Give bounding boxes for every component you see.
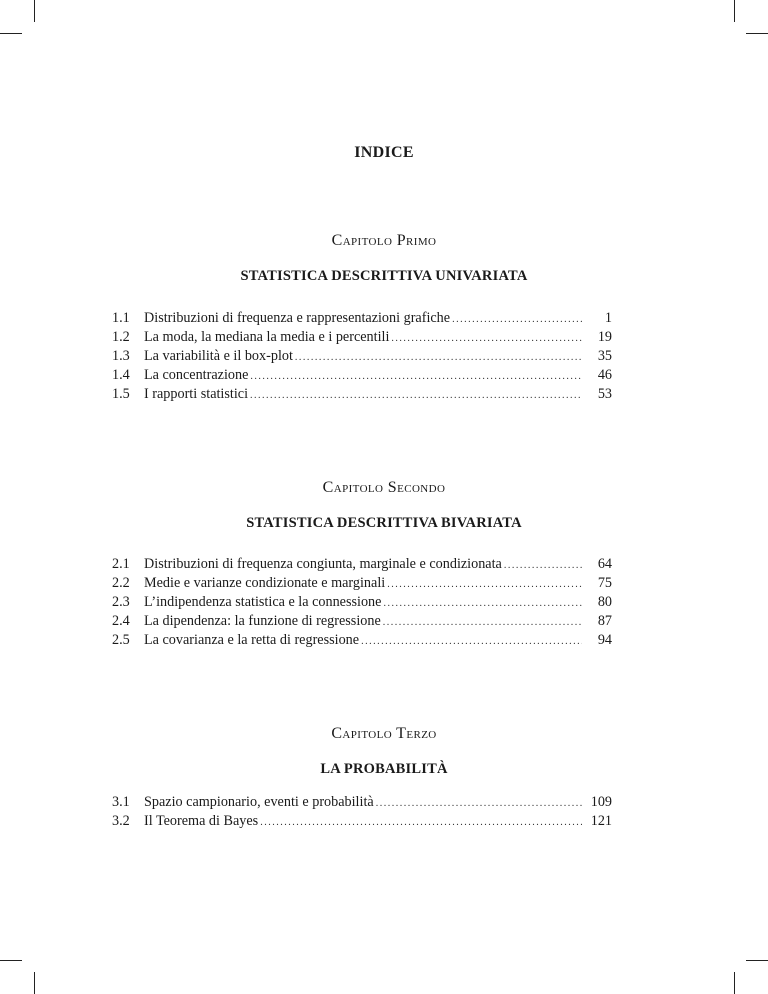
toc-entry-title: I rapporti statistici <box>144 386 249 402</box>
dot-leader <box>250 367 582 386</box>
toc-entry-page: 35 <box>597 348 612 364</box>
toc-entry-title: Distribuzioni di frequenza congiunta, marginale e condizionata <box>144 556 502 572</box>
dot-leader <box>376 794 582 813</box>
crop-mark-top-left-h <box>0 33 22 34</box>
toc-entry[interactable] <box>112 309 612 328</box>
chapter-label: Capitolo Secondo <box>322 479 446 496</box>
toc-entry-number: 2.3 <box>112 594 130 610</box>
toc-entry-page: 75 <box>597 575 612 591</box>
crop-mark-bottom-right-v <box>734 972 735 994</box>
dot-leader <box>250 386 582 405</box>
toc-entry-page: 19 <box>597 329 612 345</box>
toc-entry-number: 1.5 <box>112 386 130 402</box>
dot-leader <box>383 613 582 632</box>
toc-entry[interactable] <box>112 347 612 366</box>
toc-entry[interactable] <box>112 574 612 593</box>
toc-entry-page: 87 <box>597 613 612 629</box>
toc-entry-title: Distribuzioni di frequenza e rappresentazioni grafiche <box>144 310 451 326</box>
toc-entry[interactable] <box>112 593 612 612</box>
toc-entry-number: 1.4 <box>112 367 130 383</box>
toc-list-chapter-1 <box>112 309 612 404</box>
toc-entry-title: Spazio campionario, eventi e probabilità <box>144 794 374 810</box>
crop-mark-bottom-left-h <box>0 960 22 961</box>
toc-entry-title: La moda, la mediana la media e i percentili <box>144 329 390 345</box>
dot-leader <box>391 329 582 348</box>
toc-entry-title: Il Teorema di Bayes <box>144 813 259 829</box>
toc-entry-number: 1.1 <box>112 310 130 326</box>
toc-entry-page: 109 <box>590 794 612 810</box>
toc-entry-page: 64 <box>597 556 612 572</box>
toc-entry[interactable] <box>112 631 612 650</box>
toc-entry-number: 3.1 <box>112 794 130 810</box>
chapter-title: STATISTICA DESCRITTIVA BIVARIATA <box>246 515 522 531</box>
toc-entry-page: 94 <box>597 632 612 648</box>
crop-mark-top-left-v <box>34 0 35 22</box>
toc-entry[interactable] <box>112 385 612 404</box>
toc-entry-number: 2.1 <box>112 556 130 572</box>
toc-entry-page: 46 <box>597 367 612 383</box>
chapter-label: Capitolo Terzo <box>331 725 437 742</box>
toc-entry-page: 53 <box>597 386 612 402</box>
chapter-heading-1 <box>0 232 768 285</box>
toc-entry-number: 1.3 <box>112 348 130 364</box>
toc-entry[interactable] <box>112 328 612 347</box>
dot-leader <box>361 632 582 651</box>
dot-leader <box>452 310 582 329</box>
chapter-heading-2 <box>0 479 768 532</box>
toc-entry-page: 121 <box>590 813 612 829</box>
dot-leader <box>260 813 582 832</box>
chapter-label: Capitolo Primo <box>331 232 437 249</box>
chapter-heading-3 <box>0 725 768 778</box>
page-title: INDICE <box>354 144 414 161</box>
crop-mark-top-right-h <box>746 33 768 34</box>
dot-leader <box>387 575 582 594</box>
toc-entry-number: 2.4 <box>112 613 130 629</box>
toc-entry[interactable] <box>112 793 612 812</box>
toc-entry-title: L’indipendenza statistica e la connessione <box>144 594 382 610</box>
crop-mark-bottom-right-h <box>746 960 768 961</box>
chapter-title: STATISTICA DESCRITTIVA UNIVARIATA <box>240 268 528 284</box>
dot-leader <box>504 556 582 575</box>
toc-entry[interactable] <box>112 366 612 385</box>
crop-mark-bottom-left-v <box>34 972 35 994</box>
toc-entry-page: 1 <box>604 310 612 326</box>
toc-entry[interactable] <box>112 612 612 631</box>
dot-leader <box>383 594 582 613</box>
toc-entry-number: 1.2 <box>112 329 130 345</box>
toc-entry-page: 80 <box>597 594 612 610</box>
toc-entry-number: 3.2 <box>112 813 130 829</box>
toc-entry-number: 2.2 <box>112 575 130 591</box>
toc-list-chapter-3 <box>112 793 612 831</box>
toc-entry[interactable] <box>112 812 612 831</box>
crop-mark-top-right-v <box>734 0 735 22</box>
toc-entry-title: La covarianza e la retta di regressione <box>144 632 360 648</box>
toc-entry-title: La dipendenza: la funzione di regressione <box>144 613 381 629</box>
dot-leader <box>295 348 582 367</box>
chapter-title: LA PROBABILITÀ <box>320 761 448 777</box>
toc-entry-title: La variabilità e il box-plot <box>144 348 293 364</box>
toc-entry-number: 2.5 <box>112 632 130 648</box>
toc-list-chapter-2 <box>112 555 612 650</box>
toc-entry-title: Medie e varianze condizionate e marginali <box>144 575 386 591</box>
toc-entry[interactable] <box>112 555 612 574</box>
toc-entry-title: La concentrazione <box>144 367 249 383</box>
